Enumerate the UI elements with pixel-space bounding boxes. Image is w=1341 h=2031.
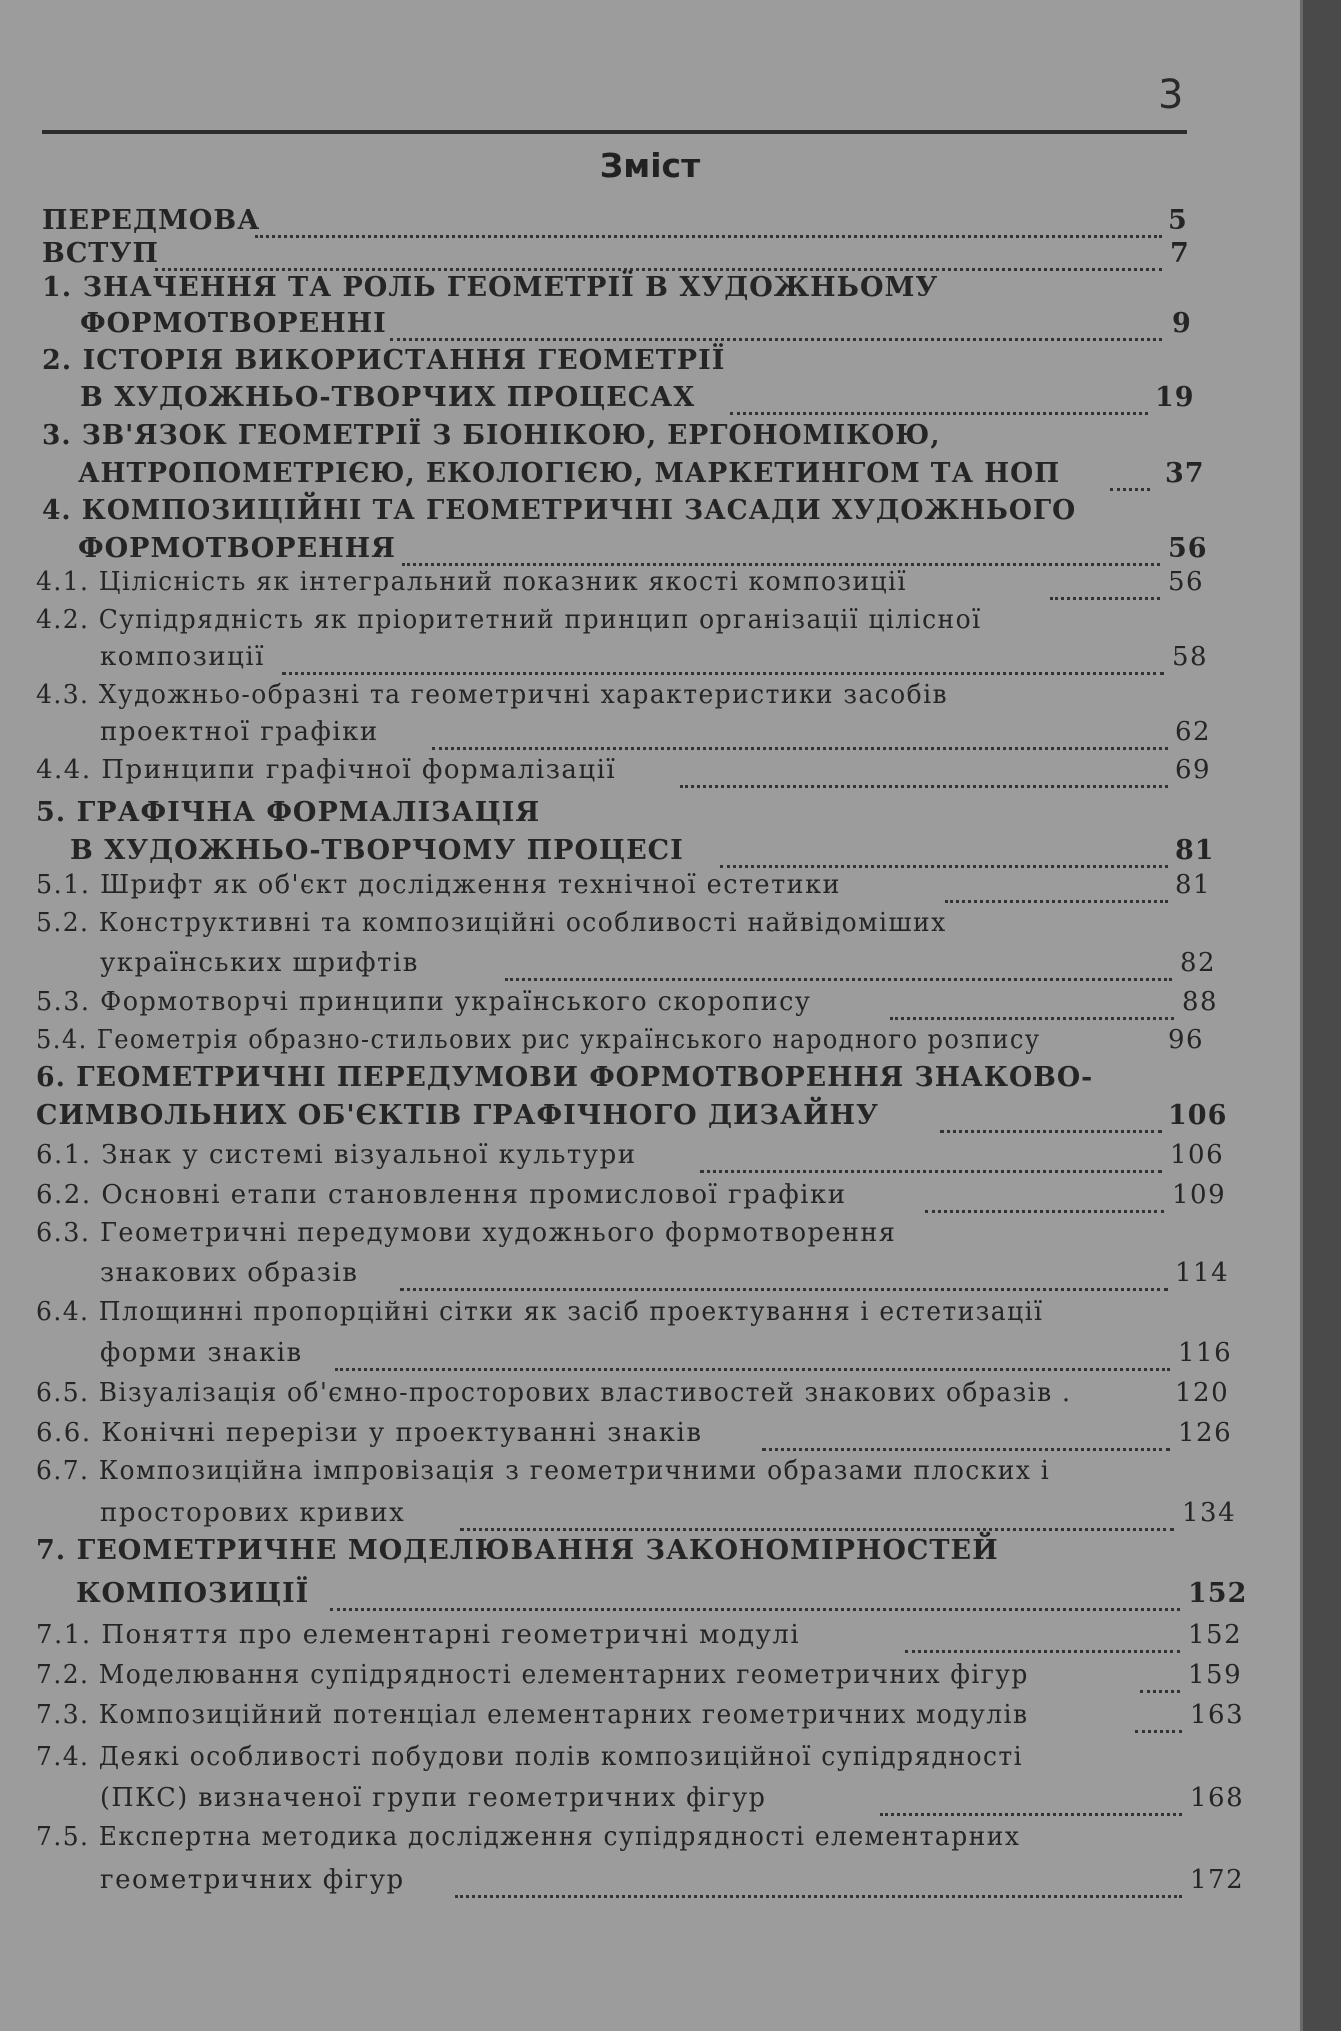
toc-page-number: 56 — [1168, 533, 1208, 564]
toc-dot-leader — [1050, 597, 1160, 600]
toc-page-number: 19 — [1155, 382, 1195, 413]
toc-chapter-line — [80, 382, 1290, 422]
toc-section-line — [100, 717, 1290, 757]
toc-entry-text: 6.5. Візуалізація об'ємно-просторових властивостей знакових образів . — [36, 1378, 1072, 1408]
toc-dot-leader — [455, 1895, 1182, 1898]
toc-entry-text: композиції — [100, 642, 265, 672]
toc-section-line — [36, 1456, 1290, 1496]
toc-section-line — [36, 1700, 1290, 1740]
toc-entry-text: В ХУДОЖНЬО-ТВОРЧОМУ ПРОЦЕСІ — [70, 835, 684, 866]
toc-page-number: 69 — [1175, 755, 1212, 785]
page-number: 3 — [1158, 72, 1184, 118]
toc-section-line — [100, 1258, 1290, 1298]
toc-entry-text: просторових кривих — [100, 1498, 406, 1528]
toc-entry-text: 4.2. Супідрядність як пріоритетний принцип організації цілісної — [36, 605, 982, 635]
toc-page-number: 62 — [1175, 717, 1212, 747]
toc-dot-leader — [400, 1288, 1168, 1291]
toc-entry-text: АНТРОПОМЕТРІЄЮ, ЕКОЛОГІЄЮ, МАРКЕТИНГОМ ТА НОП — [78, 458, 1061, 489]
toc-page-number: 134 — [1182, 1498, 1237, 1528]
toc-entry-text: В ХУДОЖНЬО-ТВОРЧИХ ПРОЦЕСАХ — [80, 382, 696, 413]
toc-entry-text: (ПКС) визначеної групи геометричних фігур — [100, 1783, 767, 1813]
toc-chapter-line — [80, 308, 1290, 348]
toc-section-line — [36, 1218, 1290, 1258]
toc-dot-leader — [505, 978, 1172, 981]
toc-dot-leader — [460, 1528, 1174, 1531]
toc-dot-leader — [1135, 1730, 1182, 1733]
toc-dot-leader — [680, 785, 1168, 788]
toc-page-number: 163 — [1190, 1700, 1245, 1730]
toc-entry-text: 1. ЗНАЧЕННЯ ТА РОЛЬ ГЕОМЕТРІЇ В ХУДОЖНЬОМУ — [42, 272, 939, 303]
toc-section-line — [36, 605, 1290, 645]
toc-page-number: 106 — [1168, 1100, 1228, 1131]
toc-page-number: 120 — [1175, 1378, 1230, 1408]
toc-dot-leader — [282, 672, 1164, 675]
toc-section-line — [100, 1865, 1290, 1905]
toc-chapter-line — [76, 1578, 1290, 1618]
toc-section-line — [36, 870, 1290, 910]
toc-page-number: 116 — [1178, 1338, 1233, 1368]
toc-section-line — [36, 1418, 1290, 1458]
toc-entry-text: 5.1. Шрифт як об'єкт дослідження технічної естетики — [36, 870, 841, 900]
toc-page-number: 58 — [1172, 642, 1209, 672]
toc-section-line — [36, 1822, 1290, 1862]
toc-entry-text: 5.4. Геометрія образно-стильових рис українського народного розпису — [36, 1025, 1041, 1055]
toc-dot-leader — [390, 338, 1162, 341]
toc-entry-text: форми знаків — [100, 1338, 303, 1368]
toc-entry-text: 4. КОМПОЗИЦІЙНІ ТА ГЕОМЕТРИЧНІ ЗАСАДИ ХУДОЖНЬОГО — [42, 495, 1077, 526]
toc-entry-text: 6.6. Конічні перерізи у проектуванні знаків — [36, 1418, 703, 1448]
toc-entry-text: 6.4. Площинні пропорційні сітки як засіб проектування і естетизації — [36, 1297, 1044, 1327]
toc-entry-text: 7.1. Поняття про елементарні геометричні модулі — [36, 1620, 801, 1650]
toc-dot-leader — [335, 1368, 1170, 1371]
toc-dot-leader — [762, 1448, 1170, 1451]
toc-chapter-line — [36, 1100, 1290, 1140]
toc-entry-text: 7.4. Деякі особливості побудови полів композиційної супідрядності — [36, 1742, 1024, 1772]
toc-entry-text: проектної графіки — [100, 717, 379, 747]
toc-section-line — [36, 567, 1290, 607]
toc-entry-text: ФОРМОТВОРЕННІ — [80, 308, 387, 339]
toc-entry-text: 5.2. Конструктивні та композиційні особливості найвідоміших — [36, 908, 947, 938]
toc-entry-text: 7.2. Моделювання супідрядності елементарних геометричних фігур — [36, 1660, 1029, 1690]
toc-entry-text: 4.4. Принципи графічної формалізації — [36, 755, 617, 785]
toc-dot-leader — [700, 1170, 1162, 1173]
toc-section-line — [100, 1338, 1290, 1378]
toc-entry-text: ПЕРЕДМОВА — [42, 205, 261, 236]
page-title: Зміст — [599, 146, 701, 185]
toc-page-number: 109 — [1172, 1180, 1227, 1210]
toc-chapter-line — [42, 420, 1290, 460]
toc-section-line — [36, 1620, 1290, 1660]
toc-entry-text: 2. ІСТОРІЯ ВИКОРИСТАННЯ ГЕОМЕТРІЇ — [42, 345, 726, 376]
toc-page-number: 159 — [1188, 1660, 1243, 1690]
toc-entry-text: КОМПОЗИЦІЇ — [76, 1578, 310, 1609]
toc-entry-text: 6. ГЕОМЕТРИЧНІ ПЕРЕДУМОВИ ФОРМОТВОРЕННЯ ЗНАКОВО- — [36, 1062, 1094, 1093]
toc-dot-leader — [890, 1017, 1174, 1020]
toc-page-number: 56 — [1168, 567, 1205, 597]
toc-dot-leader — [925, 1210, 1164, 1213]
toc-dot-leader — [330, 1608, 1180, 1611]
toc-chapter-line — [42, 272, 1290, 312]
toc-section-line — [100, 642, 1290, 682]
toc-page-number: 81 — [1175, 835, 1215, 866]
toc-page-number: 9 — [1172, 308, 1192, 339]
toc-entry-text: 6.1. Знак у системі візуальної культури — [36, 1140, 637, 1170]
toc-entry-text: 7. ГЕОМЕТРИЧНЕ МОДЕЛЮВАННЯ ЗАКОНОМІРНОСТЕЙ — [36, 1535, 999, 1566]
toc-page-number: 152 — [1188, 1620, 1243, 1650]
toc-page-number: 5 — [1168, 205, 1188, 236]
toc-entry-text: СИМВОЛЬНИХ ОБ'ЄКТІВ ГРАФІЧНОГО ДИЗАЙНУ — [36, 1100, 879, 1131]
toc-dot-leader — [432, 747, 1168, 750]
toc-section-line — [36, 1180, 1290, 1220]
toc-dot-leader — [1110, 488, 1150, 491]
toc-chapter-line — [36, 1535, 1290, 1575]
toc-entry-text: 6.2. Основні етапи становлення промислової графіки — [36, 1180, 847, 1210]
toc-section-line — [100, 1783, 1290, 1823]
toc-dot-leader — [155, 268, 1162, 271]
toc-page-number: 96 — [1168, 1025, 1205, 1055]
toc-section-line — [36, 755, 1290, 795]
toc-page-number: 81 — [1175, 870, 1212, 900]
toc-dot-leader — [940, 1130, 1162, 1133]
toc-dot-leader — [945, 900, 1168, 903]
toc-entry-text: 4.1. Цілісність як інтегральний показник якості композиції — [36, 567, 907, 597]
toc-page-number: 168 — [1190, 1783, 1245, 1813]
toc-chapter-line — [42, 495, 1290, 535]
toc-chapter-line — [78, 458, 1290, 498]
toc-section-line — [36, 680, 1290, 720]
toc-dot-leader — [402, 563, 1160, 566]
toc-page-number: 7 — [1170, 238, 1190, 269]
toc-page-number: 172 — [1190, 1865, 1245, 1895]
toc-section-line — [36, 1025, 1290, 1065]
toc-dot-leader — [720, 865, 1168, 868]
toc-page-number: 37 — [1165, 458, 1205, 489]
toc-section-line — [100, 948, 1290, 988]
toc-section-line — [36, 1140, 1290, 1180]
toc-dot-leader — [880, 1813, 1182, 1816]
toc-section-line — [36, 908, 1290, 948]
toc-entry-text: 6.3. Геометричні передумови художнього формотворення — [36, 1218, 897, 1248]
toc-entry-text: геометричних фігур — [100, 1865, 405, 1895]
toc-page-number: 88 — [1182, 987, 1219, 1017]
toc-section-line — [36, 1660, 1290, 1700]
toc-entry-text: 7.3. Композиційний потенціал елементарних геометричних модулів — [36, 1700, 1029, 1730]
toc-section-line — [36, 1297, 1290, 1337]
toc-entry-text: 3. ЗВ'ЯЗОК ГЕОМЕТРІЇ З БІОНІКОЮ, ЕРГОНОМІКОЮ, — [42, 420, 941, 451]
toc-entry-text: 4.3. Художньо-образні та геометричні характеристики засобів — [36, 680, 949, 710]
toc-section-line — [36, 987, 1290, 1027]
toc-page-number: 152 — [1188, 1578, 1248, 1609]
toc-section-line — [36, 1742, 1290, 1782]
toc-dot-leader — [730, 412, 1148, 415]
toc-page-number: 114 — [1175, 1258, 1230, 1288]
toc-page-number: 82 — [1180, 948, 1217, 978]
toc-dot-leader — [905, 1650, 1180, 1653]
toc-entry-text: знакових образів — [100, 1258, 359, 1288]
toc-entry-text: 7.5. Експертна методика дослідження супідрядності елементарних — [36, 1822, 1021, 1852]
toc-entry-text: 5.3. Формотворчі принципи українського скоропису — [36, 987, 812, 1017]
toc-section-line — [36, 1378, 1290, 1418]
toc-entry-text: 5. ГРАФІЧНА ФОРМАЛІЗАЦІЯ — [36, 797, 541, 828]
toc-entry-text: 6.7. Композиційна імпровізація з геометричними образами плоских і — [36, 1456, 1051, 1486]
toc-entry-text: ФОРМОТВОРЕННЯ — [78, 533, 396, 564]
toc-chapter-line — [36, 1062, 1290, 1102]
toc-entry-text: українських шрифтів — [100, 948, 419, 978]
toc-page-number: 126 — [1178, 1418, 1233, 1448]
toc-chapter-line — [42, 345, 1290, 385]
toc-chapter-line — [70, 835, 1290, 875]
toc-dot-leader — [1140, 1690, 1180, 1693]
toc-section-line — [100, 1498, 1290, 1538]
toc-page-number: 106 — [1170, 1140, 1225, 1170]
toc-entry-text: ВСТУП — [42, 238, 159, 269]
toc-chapter-line — [36, 797, 1290, 837]
